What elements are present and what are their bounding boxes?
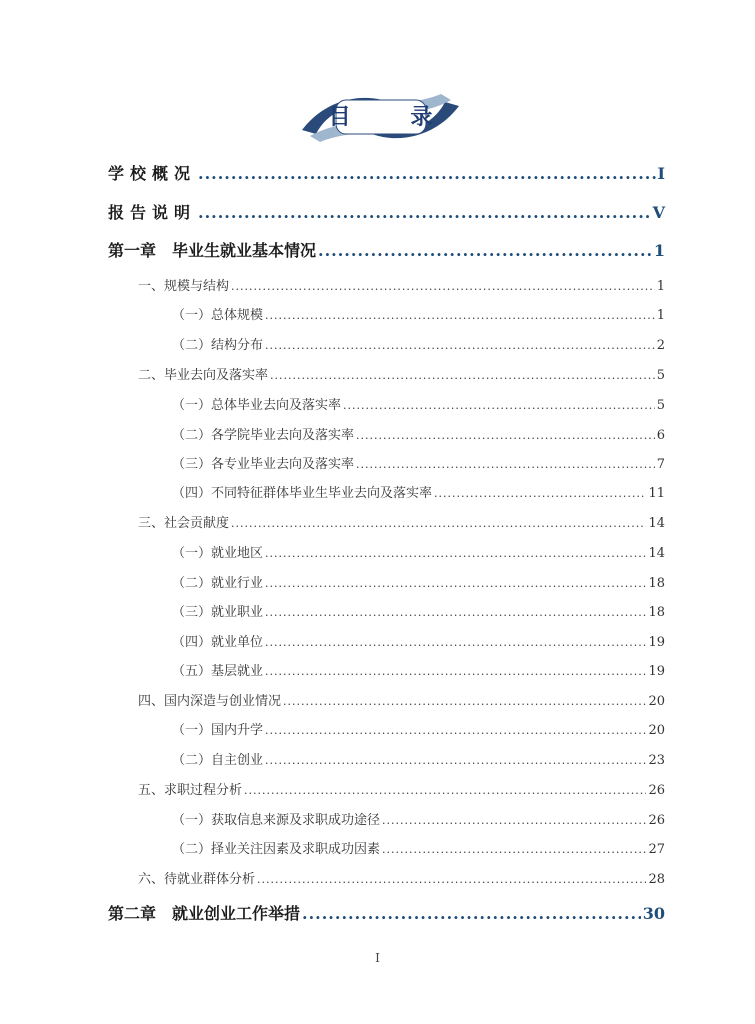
toc-entry-subsection[interactable] xyxy=(172,424,665,443)
toc-entry-report-notes[interactable] xyxy=(108,200,665,223)
toc-entry-section[interactable] xyxy=(138,779,665,798)
toc-entry-subsection[interactable] xyxy=(172,809,665,828)
toc-label: 报告说明 xyxy=(108,203,197,222)
page-title: 目 录 xyxy=(328,104,459,130)
toc-leader xyxy=(231,517,646,530)
toc-page-number: 14 xyxy=(648,546,665,561)
toc-leader xyxy=(231,280,655,293)
toc-page-number: 23 xyxy=(648,753,665,768)
toc-page-number: 18 xyxy=(648,605,665,620)
toc-leader xyxy=(265,636,646,649)
toc-entry-subsection[interactable] xyxy=(172,304,665,323)
toc-page-number: 26 xyxy=(648,783,665,798)
footer-page-number: I xyxy=(375,951,380,965)
toc-page-number: 1 xyxy=(653,241,665,260)
toc-label: （一）总体规模 xyxy=(172,308,264,323)
toc-page-number: 6 xyxy=(656,428,665,443)
toc-leader xyxy=(302,904,641,923)
toc-leader xyxy=(318,241,652,260)
toc-leader xyxy=(434,487,646,500)
toc-label: （三）各专业毕业去向及落实率 xyxy=(172,457,355,472)
toc-label: （五）基层就业 xyxy=(172,664,264,679)
toc-leader xyxy=(356,429,655,442)
toc-leader xyxy=(265,577,646,590)
toc-page-number: 2 xyxy=(656,338,665,353)
toc-page-number: 5 xyxy=(656,398,665,413)
toc-entry-subsection[interactable] xyxy=(172,572,665,591)
toc-label: （二）各学院毕业去向及落实率 xyxy=(172,428,355,443)
title-banner xyxy=(298,90,463,146)
toc-page-number: 19 xyxy=(648,664,665,679)
toc-leader xyxy=(265,754,646,767)
toc-page-number: V xyxy=(652,203,665,222)
toc-leader xyxy=(283,695,646,708)
toc-label: （四）就业单位 xyxy=(172,635,264,650)
toc-entry-subsection[interactable] xyxy=(172,394,665,413)
toc-leader xyxy=(265,339,655,352)
toc-label: （二）结构分布 xyxy=(172,338,264,353)
toc-page-number: 20 xyxy=(648,723,665,738)
toc-entry-subsection[interactable] xyxy=(172,453,665,472)
toc-entry-subsection[interactable] xyxy=(172,482,665,501)
toc-label: （三）就业职业 xyxy=(172,605,264,620)
toc-page-number: 18 xyxy=(648,576,665,591)
toc-label: （一）总体毕业去向及落实率 xyxy=(172,398,342,413)
toc-entry-subsection[interactable] xyxy=(172,631,665,650)
toc-page-number: 20 xyxy=(648,694,665,709)
toc-leader xyxy=(265,547,646,560)
toc-label: （二）择业关注因素及求职成功因素 xyxy=(172,842,381,857)
toc-label: （一）就业地区 xyxy=(172,546,264,561)
toc-leader xyxy=(198,203,651,222)
toc-entry-section[interactable] xyxy=(138,512,665,531)
toc-label: 四、国内深造与创业情况 xyxy=(138,694,282,709)
toc-entry-subsection[interactable] xyxy=(172,542,665,561)
toc-leader xyxy=(244,784,646,797)
toc-label: 五、求职过程分析 xyxy=(138,783,243,798)
toc-page-number: I xyxy=(657,164,665,183)
toc-leader xyxy=(198,164,656,183)
toc-entry-section[interactable] xyxy=(138,364,665,383)
toc-label: 六、待就业群体分析 xyxy=(138,872,256,887)
toc-page-number: 28 xyxy=(648,872,665,887)
toc-leader xyxy=(265,606,646,619)
toc-label: （一）获取信息来源及求职成功途径 xyxy=(172,813,381,828)
toc-leader xyxy=(265,665,646,678)
toc-leader xyxy=(382,843,646,856)
toc-entry-chapter-2[interactable] xyxy=(108,901,665,924)
toc-entry-section[interactable] xyxy=(138,275,665,294)
toc-page-number: 7 xyxy=(656,457,665,472)
toc-leader xyxy=(257,873,646,886)
toc-label: 一、规模与结构 xyxy=(138,279,230,294)
toc-label: （二）就业行业 xyxy=(172,576,264,591)
toc-page-number: 30 xyxy=(642,904,665,923)
toc-entry-subsection[interactable] xyxy=(172,601,665,620)
toc-page-number: 19 xyxy=(648,635,665,650)
toc-entry-chapter-1[interactable] xyxy=(108,238,665,261)
toc-leader xyxy=(343,399,655,412)
toc-label: 第二章 就业创业工作举措 xyxy=(108,904,301,923)
toc-leader xyxy=(270,369,655,382)
toc-page-number: 27 xyxy=(648,842,665,857)
toc-page-number: 11 xyxy=(648,486,665,501)
toc-label: 三、社会贡献度 xyxy=(138,516,230,531)
toc-page-number: 26 xyxy=(648,813,665,828)
toc-leader xyxy=(265,724,646,737)
toc-leader xyxy=(356,458,655,471)
toc-label: （四）不同特征群体毕业生毕业去向及落实率 xyxy=(172,486,433,501)
toc-label: （一）国内升学 xyxy=(172,723,264,738)
toc-page-number: 1 xyxy=(656,279,665,294)
toc-page-number: 14 xyxy=(648,516,665,531)
toc-entry-subsection[interactable] xyxy=(172,660,665,679)
toc-entry-section[interactable] xyxy=(138,868,665,887)
toc-label: 二、毕业去向及落实率 xyxy=(138,368,269,383)
toc-page-number: 5 xyxy=(656,368,665,383)
toc-entry-subsection[interactable] xyxy=(172,334,665,353)
toc-leader xyxy=(382,814,646,827)
toc-entry-subsection[interactable] xyxy=(172,749,665,768)
toc-label: （二）自主创业 xyxy=(172,753,264,768)
toc-page-number: 1 xyxy=(656,308,665,323)
toc-entry-section[interactable] xyxy=(138,690,665,709)
toc-label: 第一章 毕业生就业基本情况 xyxy=(108,241,317,260)
toc-label: 学校概况 xyxy=(108,164,197,183)
toc-leader xyxy=(265,309,655,322)
toc-entry-subsection[interactable] xyxy=(172,838,665,857)
toc-entry-subsection[interactable] xyxy=(172,719,665,738)
toc-entry-school-overview[interactable] xyxy=(108,161,665,184)
